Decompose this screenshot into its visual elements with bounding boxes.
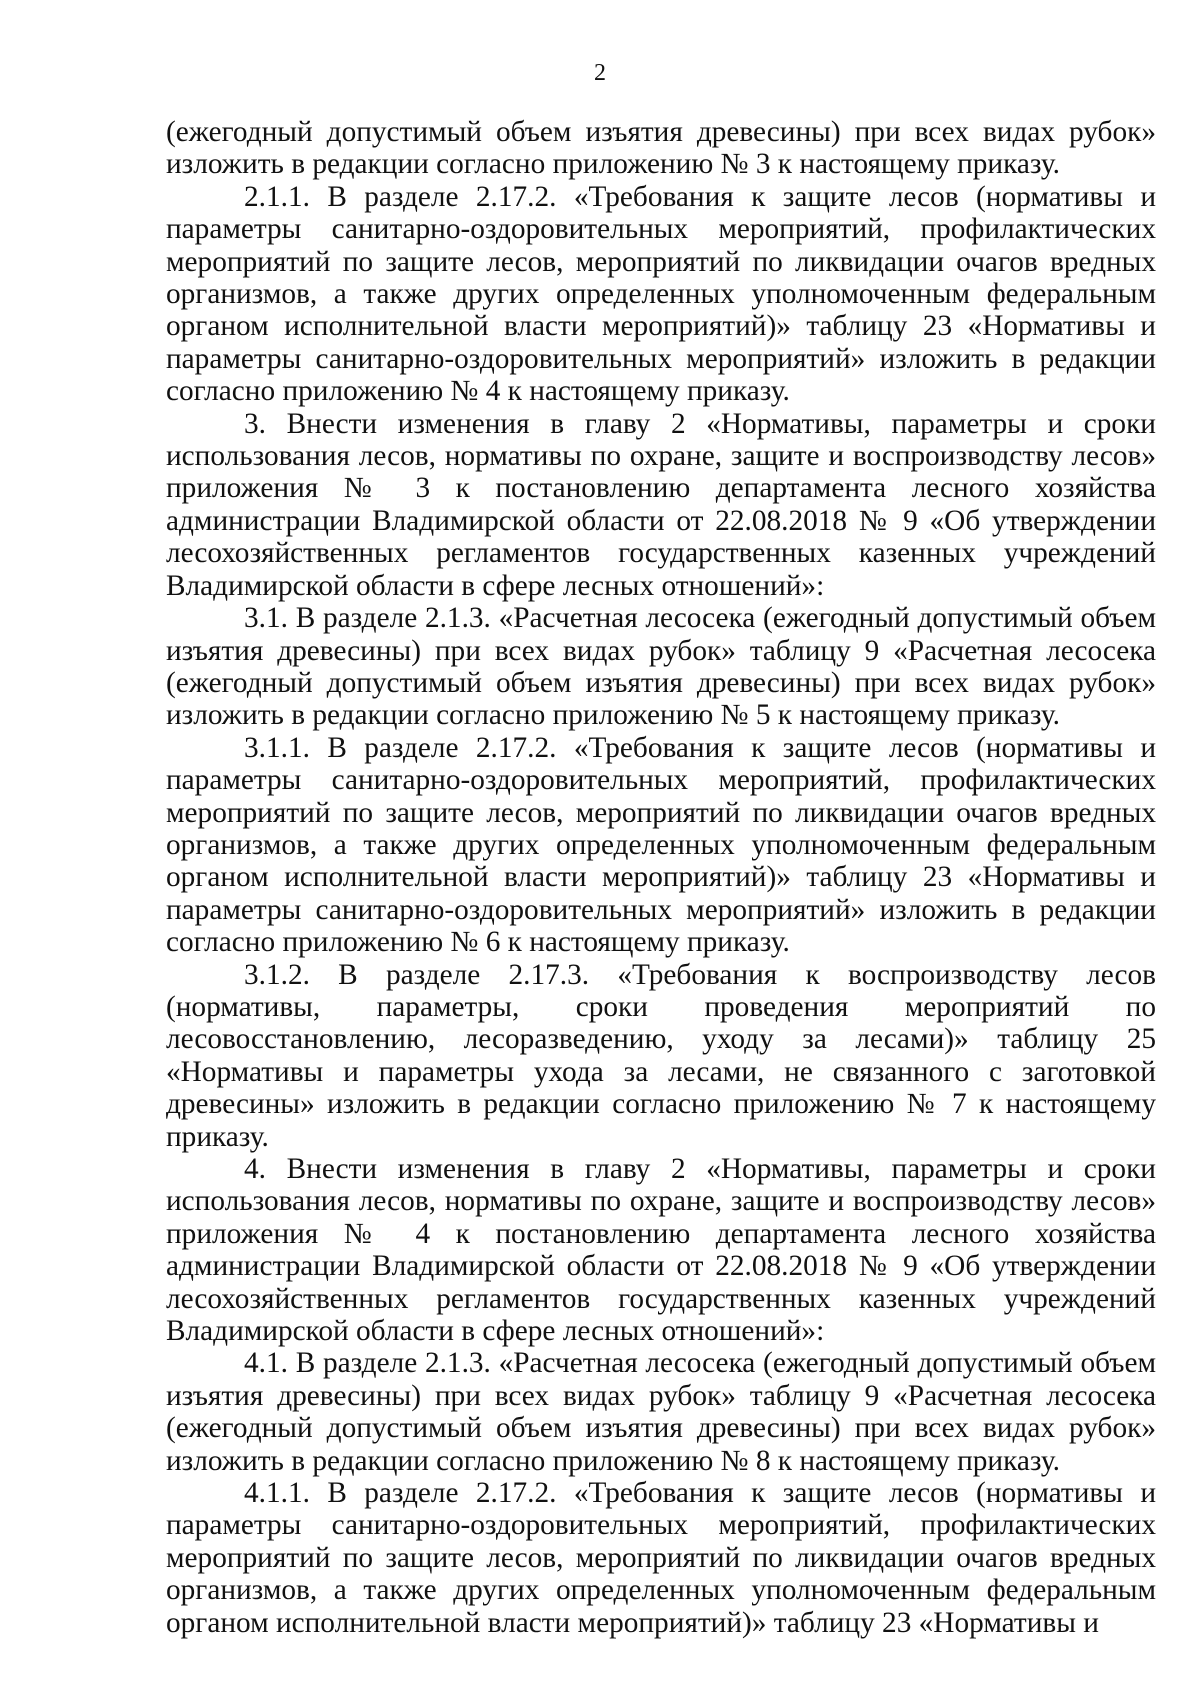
paragraph-3-1: 3.1. В разделе 2.1.3. «Расчетная лесосека (ежегодный допустимый объем изъятия древесины) при всех видах рубок» таблицу 9 «Расчетная лесосека (ежегодный допустимый объем изъятия древесины) при всех видах рубок» изложить в редакции согласно приложению № 5 к настоящему приказу. bbox=[166, 602, 1156, 732]
paragraph-4: 4. Внести изменения в главу 2 «Нормативы, параметры и сроки использования лесов, нормативы по охране, защите и воспроизводству лесов» приложения № 4 к постановлению департамента лесного хозяйства администрации Владимирской области от 22.08.2018 № 9 «Об утверждении лесохозяйственных регламентов государственных казенных учреждений Владимирской области в сфере лесных отношений»: bbox=[166, 1153, 1156, 1348]
paragraph-3-1-2: 3.1.2. В разделе 2.17.3. «Требования к воспроизводству лесов (нормативы, параметры, сроки проведения мероприятий по лесовосстановлению, лесоразведению, уходу за лесами)» таблицу 25 «Нормативы и параметры ухода за лесами, не связанного с заготовкой древесины» изложить в редакции согласно приложению № 7 к настоящему приказу. bbox=[166, 958, 1156, 1153]
paragraph-2-1-1: 2.1.1. В разделе 2.17.2. «Требования к защите лесов (нормативы и параметры санитарно-оздоровительных мероприятий, профилактических мероприятий по защите лесов, мероприятий по ликвидации очагов вредных организмов, а также других определенных уполномоченным федеральным органом исполнительной власти мероприятий)» таблицу 23 «Нормативы и параметры санитарно-оздоровительных мероприятий» изложить в редакции согласно приложению № 4 к настоящему приказу. bbox=[166, 180, 1156, 408]
document-body bbox=[166, 116, 1156, 1639]
paragraph-continuation: (ежегодный допустимый объем изъятия древесины) при всех видах рубок» изложить в редакции согласно приложению № 3 к настоящему приказу. bbox=[166, 116, 1156, 181]
page-number: 2 bbox=[594, 60, 606, 86]
paragraph-4-1-1: 4.1.1. В разделе 2.17.2. «Требования к защите лесов (нормативы и параметры санитарно-оздоровительных мероприятий, профилактических мероприятий по защите лесов, мероприятий по ликвидации очагов вредных организмов, а также других определенных уполномоченным федеральным органом исполнительной власти мероприятий)» таблицу 23 «Нормативы и bbox=[166, 1477, 1156, 1639]
paragraph-4-1: 4.1. В разделе 2.1.3. «Расчетная лесосека (ежегодный допустимый объем изъятия древесины) при всех видах рубок» таблицу 9 «Расчетная лесосека (ежегодный допустимый объем изъятия древесины) при всех видах рубок» изложить в редакции согласно приложению № 8 к настоящему приказу. bbox=[166, 1347, 1156, 1477]
paragraph-3-1-1: 3.1.1. В разделе 2.17.2. «Требования к защите лесов (нормативы и параметры санитарно-оздоровительных мероприятий, профилактических мероприятий по защите лесов, мероприятий по ликвидации очагов вредных организмов, а также других определенных уполномоченным федеральным органом исполнительной власти мероприятий)» таблицу 23 «Нормативы и параметры санитарно-оздоровительных мероприятий» изложить в редакции согласно приложению № 6 к настоящему приказу. bbox=[166, 731, 1156, 959]
paragraph-3: 3. Внести изменения в главу 2 «Нормативы, параметры и сроки использования лесов, нормативы по охране, защите и воспроизводству лесов» приложения № 3 к постановлению департамента лесного хозяйства администрации Владимирской области от 22.08.2018 № 9 «Об утверждении лесохозяйственных регламентов государственных казенных учреждений Владимирской области в сфере лесных отношений»: bbox=[166, 407, 1156, 602]
